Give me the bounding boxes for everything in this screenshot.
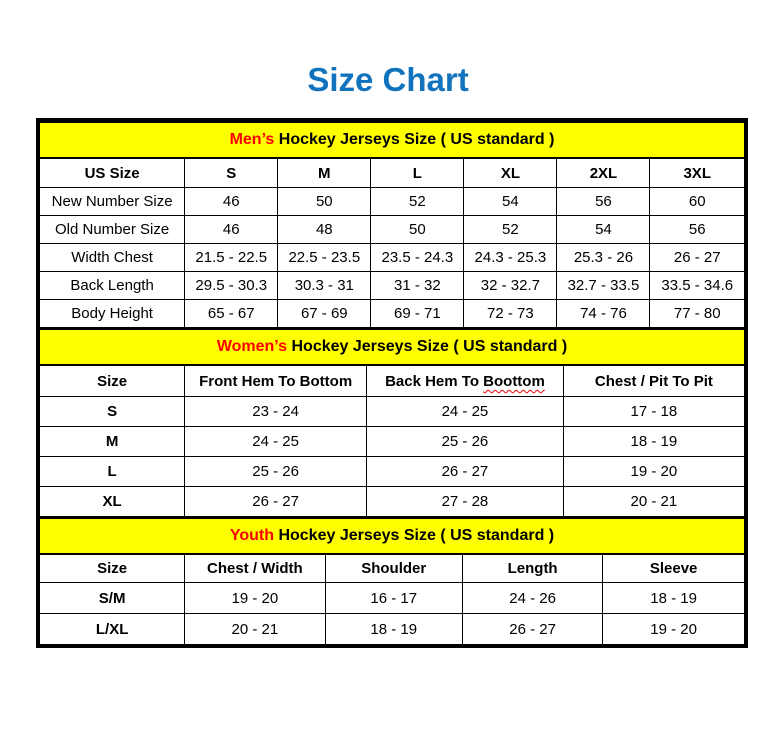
- column-header: XL: [464, 158, 557, 188]
- size-value: 20 - 21: [185, 614, 325, 645]
- size-value: 25 - 26: [185, 457, 367, 487]
- table-row: [40, 300, 745, 328]
- header-row: [40, 158, 745, 188]
- size-value: 16 - 17: [325, 583, 462, 614]
- column-header: S: [185, 158, 278, 188]
- row-label: S: [40, 397, 185, 427]
- row-label: Old Number Size: [40, 216, 185, 244]
- row-label: Back Length: [40, 272, 185, 300]
- size-value: 26 - 27: [185, 487, 367, 517]
- section-highlight-word: Men’s: [229, 131, 275, 149]
- size-value: 18 - 19: [563, 427, 744, 457]
- section-title-text: Hockey Jerseys Size ( US standard ): [274, 131, 555, 149]
- size-value: 69 - 71: [371, 300, 464, 328]
- column-header: Chest / Width: [185, 554, 325, 583]
- size-value: 56: [650, 216, 745, 244]
- size-value: 27 - 28: [367, 487, 564, 517]
- mens-size-table: [39, 121, 745, 328]
- section-band-row: [40, 122, 745, 158]
- section-highlight-word: Women’s: [216, 338, 288, 356]
- table-row: [40, 244, 745, 272]
- size-value: 23 - 24: [185, 397, 367, 427]
- table-row: [40, 457, 745, 487]
- size-value: 22.5 - 23.5: [278, 244, 371, 272]
- size-value: 67 - 69: [278, 300, 371, 328]
- row-label: S/M: [40, 583, 185, 614]
- column-header: US Size: [40, 158, 185, 188]
- size-value: 26 - 27: [367, 457, 564, 487]
- section-highlight-word: Youth: [229, 527, 274, 545]
- table-row: [40, 427, 745, 457]
- row-label: L/XL: [40, 614, 185, 645]
- section-title-band: [40, 329, 745, 365]
- row-label: Width Chest: [40, 244, 185, 272]
- size-value: 26 - 27: [650, 244, 745, 272]
- column-header: Length: [462, 554, 602, 583]
- size-value: 60: [650, 188, 745, 216]
- size-value: 24 - 25: [367, 397, 564, 427]
- size-value: 72 - 73: [464, 300, 557, 328]
- page-title: Size Chart: [307, 61, 469, 98]
- size-value: 19 - 20: [603, 614, 745, 645]
- size-value: 65 - 67: [185, 300, 278, 328]
- size-value: 46: [185, 188, 278, 216]
- size-value: 33.5 - 34.6: [650, 272, 745, 300]
- size-value: 25.3 - 26: [557, 244, 650, 272]
- size-value: 24 - 26: [462, 583, 602, 614]
- size-value: 26 - 27: [462, 614, 602, 645]
- section-title-band: [40, 122, 745, 158]
- size-value: 25 - 26: [367, 427, 564, 457]
- column-header: Size: [40, 554, 185, 583]
- section-title-band: [40, 518, 745, 554]
- header-row: [40, 554, 745, 583]
- size-value: 54: [464, 188, 557, 216]
- size-value: 23.5 - 24.3: [371, 244, 464, 272]
- size-value: 48: [278, 216, 371, 244]
- size-value: 46: [185, 216, 278, 244]
- size-value: 24 - 25: [185, 427, 367, 457]
- table-row: [40, 272, 745, 300]
- size-value: 54: [557, 216, 650, 244]
- row-label: Body Height: [40, 300, 185, 328]
- size-value: 50: [371, 216, 464, 244]
- section-title-text: Hockey Jerseys Size ( US standard ): [274, 527, 555, 545]
- size-value: 74 - 76: [557, 300, 650, 328]
- column-header: Front Hem To Bottom: [185, 365, 367, 397]
- table-row: [40, 188, 745, 216]
- column-header: 2XL: [557, 158, 650, 188]
- womens-size-table: [39, 328, 745, 517]
- size-value: 30.3 - 31: [278, 272, 371, 300]
- column-header: L: [371, 158, 464, 188]
- table-row: [40, 583, 745, 614]
- size-value: 29.5 - 30.3: [185, 272, 278, 300]
- table-row: [40, 487, 745, 517]
- size-value: 18 - 19: [325, 614, 462, 645]
- row-label: XL: [40, 487, 185, 517]
- size-value: 31 - 32: [371, 272, 464, 300]
- size-value: 21.5 - 22.5: [185, 244, 278, 272]
- section-band-row: [40, 518, 745, 554]
- column-header: Sleeve: [603, 554, 745, 583]
- header-row: [40, 365, 745, 397]
- table-row: [40, 614, 745, 645]
- column-header: Size: [40, 365, 185, 397]
- size-value: 18 - 19: [603, 583, 745, 614]
- youth-size-table: [39, 517, 745, 645]
- size-value: 77 - 80: [650, 300, 745, 328]
- size-value: 32.7 - 33.5: [557, 272, 650, 300]
- size-chart-tables: [36, 118, 748, 648]
- column-header: [367, 365, 564, 397]
- size-value: 19 - 20: [185, 583, 325, 614]
- column-header: 3XL: [650, 158, 745, 188]
- size-value: 19 - 20: [563, 457, 744, 487]
- misspelled-word: Boottom: [483, 372, 545, 390]
- column-header: M: [278, 158, 371, 188]
- section-band-row: [40, 329, 745, 365]
- row-label: New Number Size: [40, 188, 185, 216]
- column-header: Chest / Pit To Pit: [563, 365, 744, 397]
- size-value: 52: [371, 188, 464, 216]
- row-label: L: [40, 457, 185, 487]
- section-title-text: Hockey Jerseys Size ( US standard ): [287, 338, 568, 356]
- table-row: [40, 397, 745, 427]
- size-value: 17 - 18: [563, 397, 744, 427]
- size-value: 50: [278, 188, 371, 216]
- size-value: 24.3 - 25.3: [464, 244, 557, 272]
- size-value: 32 - 32.7: [464, 272, 557, 300]
- column-header-text: Back Hem To: [385, 372, 484, 390]
- size-value: 56: [557, 188, 650, 216]
- size-value: 52: [464, 216, 557, 244]
- column-header: Shoulder: [325, 554, 462, 583]
- size-value: 20 - 21: [563, 487, 744, 517]
- table-row: [40, 216, 745, 244]
- row-label: M: [40, 427, 185, 457]
